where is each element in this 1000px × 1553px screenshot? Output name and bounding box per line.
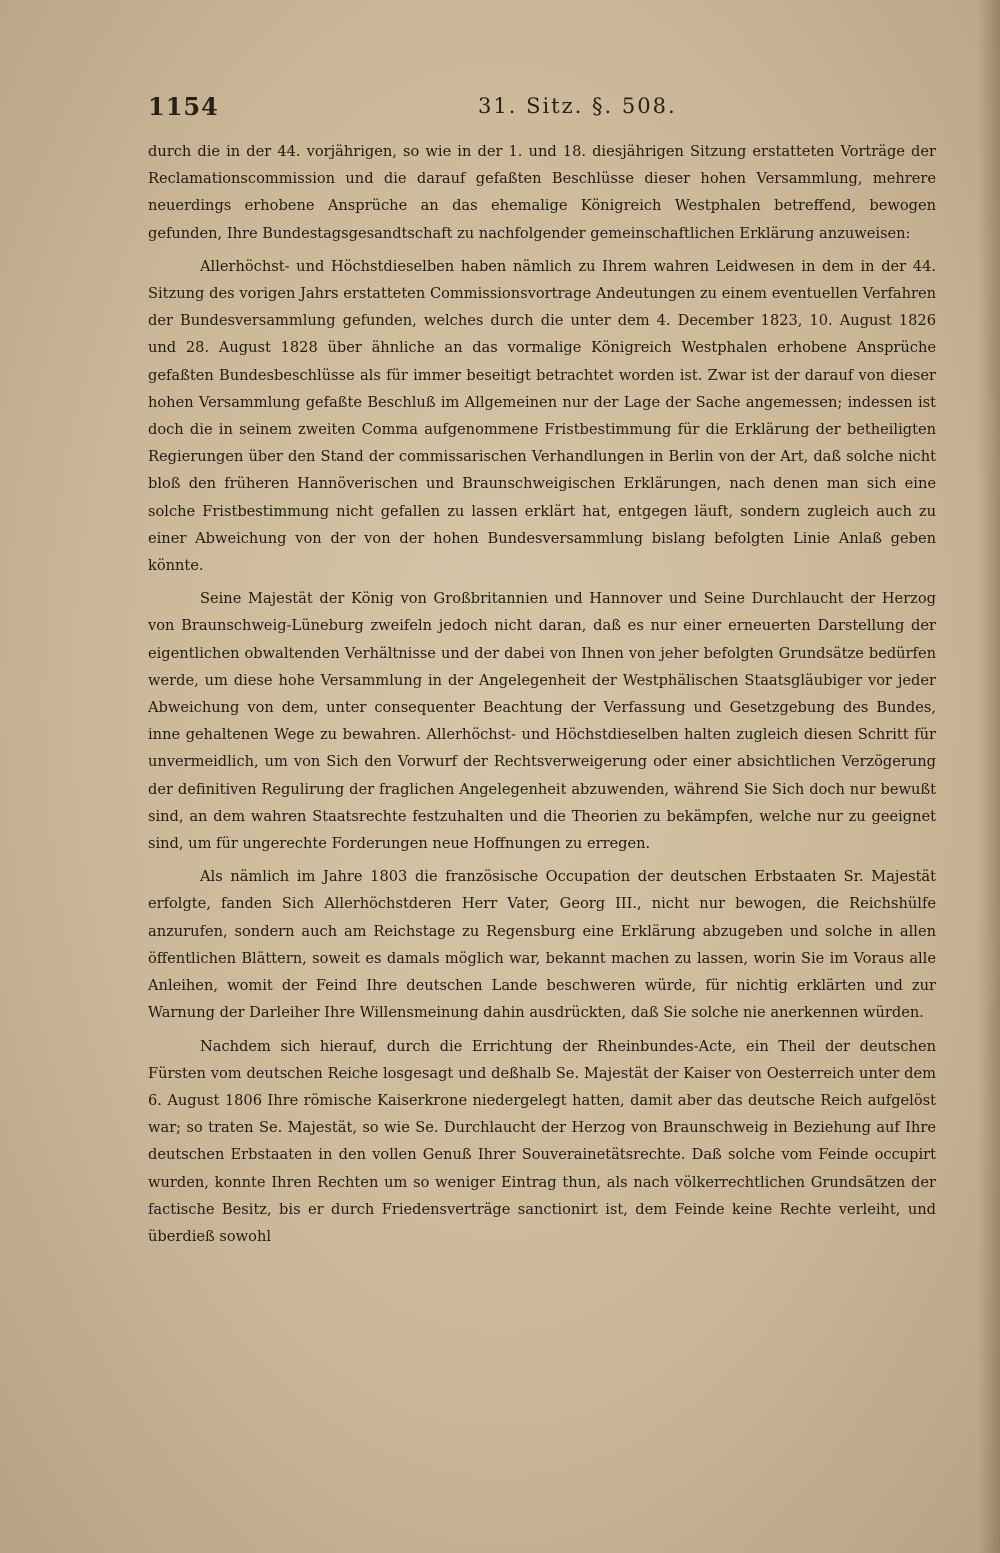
paragraph-2: Allerhöchst- und Höchstdieselben haben nämlich zu Ihrem wahren Leidwesen in dem in der 44. Sitzung des vorigen Jahrs erstatteten Commissionsvortrage Andeutungen zu einem eventuellen Verfahren der Bundesversammlung gefunden, welches durch die unter dem 4. December 1823, 10. August 1826 und 28. August 1828 über ähnliche an das vormalige Königreich Westphalen erhobene Ansprüche gefaßten Bundesbeschlüsse als für immer beseitigt betrachtet worden ist. Zwar ist der darauf von dieser hohen Versammlung gefaßte Beschluß im Allgemeinen nur der Lage der Sache angemessen; indessen ist doch die in seinem zweiten Comma aufgenommene Fristbestimmung für die Erklärung der betheiligten Regierungen über den Stand der commissarischen Verhandlungen in Berlin von der Art, daß solche nicht bloß den früheren Hannöverischen und Braunschweigischen Erklärungen, nach denen man sich eine solche Fristbestimmung nicht gefallen zu lassen erklärt hat, entgegen läuft, sondern zugleich auch zu einer Abweichung von der von der hohen Bundesversammlung bislang befolgten Linie Anlaß geben könnte. [148,257,936,575]
paragraph-1: durch die in der 44. vorjährigen, so wie in der 1. und 18. diesjährigen Sitzung erstatteten Vorträge der Reclamationscommission und die darauf gefaßten Beschlüsse dieser hohen Versammlung, mehrere neuerdings erhobene Ansprüche an das ehemalige Königreich Westphalen betreffend, bewogen gefunden, Ihre Bundestagsgesandtschaft zu nachfolgender gemeinschaftlichen Erklärung anzuweisen: [148,143,936,242]
paragraph-5: Nachdem sich hierauf, durch die Errichtung der Rheinbundes-Acte, ein Theil der deutschen Fürsten vom deutschen Reiche losgesagt und deßhalb Se. Majestät der Kaiser von Oesterreich unter dem 6. August 1806 Ihre römische Kaiserkrone niedergelegt hatten, damit aber das deutsche Reich aufgelöst war; so traten Se. Majestät, so wie Se. Durchlaucht der Herzog von Braunschweig in Beziehung auf Ihre deutschen Erbstaaten in den vollen Genuß Ihrer Souverainetätsrechte. Daß solche vom Feinde occupirt wurden, konnte Ihren Rechten um so weniger Eintrag thun, als nach völkerrechtlichen Grundsätzen der factische Besitz, bis er durch Friedensverträge sanctionirt ist, dem Feinde keine Rechte verleiht, und überdieß sowohl [148,1037,936,1245]
running-head: 31. Sitz. §. 508. [478,94,677,118]
body-text [148,138,936,1256]
paragraph-4: Als nämlich im Jahre 1803 die französische Occupation der deutschen Erbstaaten Sr. Majestät erfolgte, fanden Sich Allerhöchstderen Herr Vater, Georg III., nicht nur bewogen, die Reichshülfe anzurufen, sondern auch am Reichstage zu Regensburg eine Erklärung abzugeben und solche in allen öffentlichen Blättern, soweit es damals möglich war, bekannt machen zu lassen, worin Sie im Voraus alle Anleihen, womit der Feind Ihre deutschen Lande beschweren würde, für nichtig erklärten und zur Warnung der Darleiher Ihre Willensmeinung dahin ausdrückten, daß Sie solche nie anerkennen würden. [148,868,936,1022]
page-header [148,92,938,128]
page-edge-shadow [978,0,1000,1553]
paragraph-3: Seine Majestät der König von Großbritannien und Hannover und Seine Durchlaucht der Herzog von Braunschweig-Lüneburg zweifeln jedoch nicht daran, daß es nur einer erneuerten Darstellung der eigentlichen obwaltenden Verhältnisse und der dabei von Ihnen von jeher befolgten Grundsätze bedürfen werde, um diese hohe Versammlung in der Angelegenheit der Westphälischen Staatsgläubiger vor jeder Abweichung von dem, unter consequenter Beachtung der Verfassung und Gesetzgebung des Bundes, inne gehaltenen Wege zu bewahren. Allerhöchst- und Höchstdieselben halten zugleich diesen Schritt für unvermeidlich, um von Sich den Vorwurf der Rechtsverweigerung oder einer absichtlichen Verzögerung der definitiven Regulirung der fraglichen Angelegenheit abzuwenden, während Sie Sich doch nur bewußt sind, an dem wahren Staatsrechte festzuhalten und die Theorien zu bekämpfen, welche nur zu geeignet sind, um für ungerechte Forderungen neue Hoffnungen zu erregen. [148,590,936,853]
page-number: 1154 [148,92,219,121]
